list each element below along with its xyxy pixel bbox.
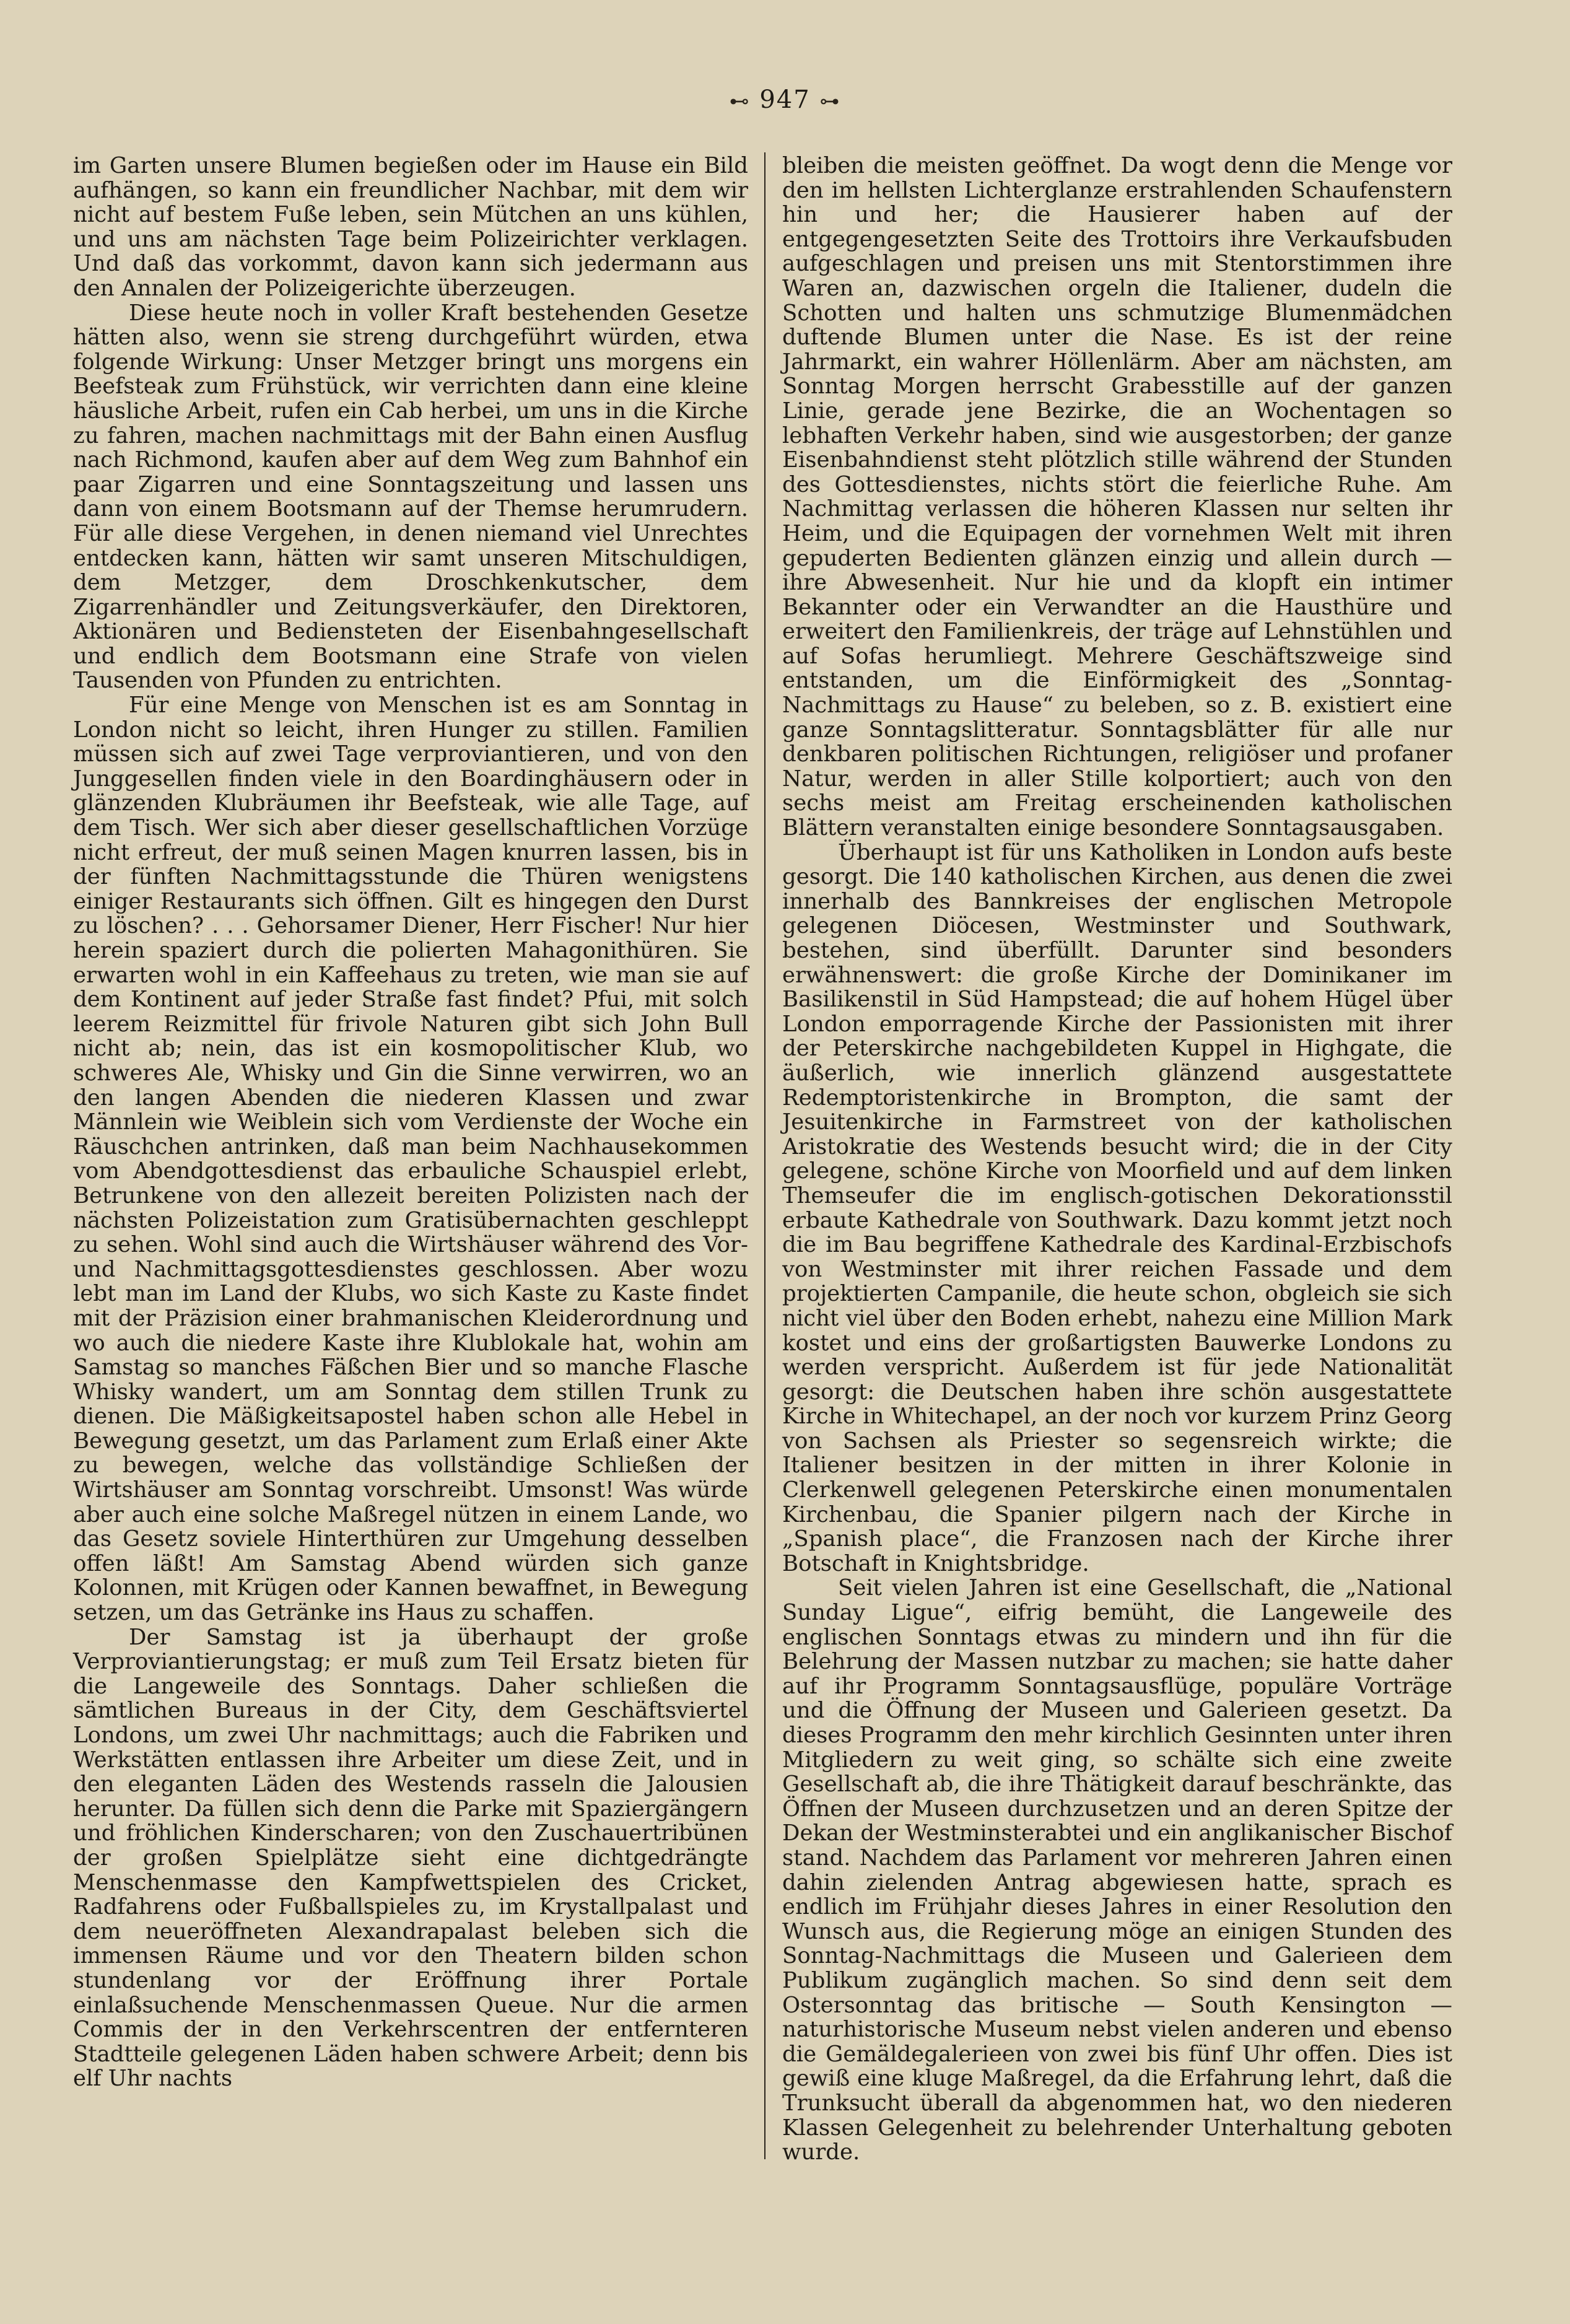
paragraph: im Garten unsere Blumen begießen oder im Hause ein Bild aufhängen, so kann ein freundlicher Nachbar, mit dem wir nicht auf bestem Fuße leben, sein Mütchen an uns kühlen, und uns am nächsten Tage beim Polizeirichter verklagen. Und daß das vorkommt, davon kann sich jedermann aus den Annalen der Polizeigerichte überzeugen. [73,153,748,301]
left-column [73,154,748,2091]
left-ornament: ⊷ [729,89,751,113]
column-divider [764,152,765,2159]
paragraph: Überhaupt ist für uns Katholiken in London aufs beste gesorgt. Die 140 katholischen Kirchen, aus denen die zwei innerhalb des Bannkreises der englischen Metropole gelegenen Diöcesen, Westminster und Southwark, bestehen, sind überfüllt. Darunter sind besonders erwähnenswert: die große Kirche der Dominikaner im Basilikenstil in Süd Hampstead; die auf hohem Hügel über London emporragende Kirche der Passionisten mit ihrer der Peterskirche nachgebildeten Kuppel in Highgate, die äußerlich, wie innerlich glänzend ausgestattete Redemptoristenkirche in Brompton, die samt der Jesuitenkirche in Farmstreet von der katholischen Aristokratie des Westends besucht wird; die in der City gelegene, schöne Kirche von Moorfield und auf dem linken Themseufer die im englisch-gotischen Dekorationsstil erbaute Kathedrale von Southwark. Dazu kommt jetzt noch die im Bau begriffene Kathedrale des Kardinal-Erzbischofs von Westminster mit ihrer reichen Fassade und dem projektierten Campanile, die heute schon, obgleich sie sich nicht viel über den Boden erhebt, nahezu eine Million Mark kostet und eins der großartigsten Bauwerke Londons zu werden verspricht. Außerdem ist für jede Nationalität gesorgt: die Deutschen haben ihre schön ausgestattete Kirche in Whitechapel, an der noch vor kurzem Prinz Georg von Sachsen als Priester so segensreich wirkte; die Italiener besitzen in der mitten in ihrer Kolonie in Clerkenwell gelegenen Peterskirche einen monumentalen Kirchenbau, die Spanier pilgern nach der Kirche in „Spanish place“, die Franzosen nach der Kirche ihrer Botschaft in Knightsbridge. [782,839,1452,1576]
paragraph: Für eine Menge von Menschen ist es am Sonntag in London nicht so leicht, ihren Hunger zu stillen. Familien müssen sich auf zwei Tage verproviantieren, und von den Junggesellen finden viele in den Boardinghäusern oder in glänzenden Klubräumen ihr Beefsteak, wie alle Tage, auf dem Tisch. Wer sich aber dieser gesellschaftlichen Vorzüge nicht erfreut, der muß seinen Magen knurren lassen, bis in der fünften Nachmittagsstunde die Thüren wenigstens einiger Restaurants sich öffnen. Gilt es hingegen den Durst zu löschen? . . . Gehorsamer Diener, Herr Fischer! Nur hier herein spaziert durch die polierten Mahagonithüren. Sie erwarten wohl in ein Kaffeehaus zu treten, wie man sie auf dem Kontinent auf jeder Straße fast findet? Pfui, mit solch leerem Reizmittel für frivole Naturen gibt sich John Bull nicht ab; nein, das ist ein kosmopolitischer Klub, wo schweres Ale, Whisky und Gin die Sinne verwirren, wo an den langen Abenden die niederen Klassen und zwar Männlein wie Weiblein sich vom Verdienste der Woche ein Räuschchen antrinken, daß man beim Nachhausekommen vom Abendgottesdienst das erbauliche Schauspiel erlebt, Betrunkene von den allezeit bereiten Polizisten nach der nächsten Polizeistation zum Gratisübernachten geschleppt zu sehen. Wohl sind auch die Wirtshäuser während des Vor- und Nachmittagsgottesdienstes geschlossen. Aber wozu lebt man im Land der Klubs, wo sich Kaste zu Kaste findet mit der Präzision einer brahmanischen Kleiderordnung und wo auch die niedere Kaste ihre Klublokale hat, wohin am Samstag so manches Fäßchen Bier und so manche Flasche Whisky wandert, um am Sonntag dem stillen Trunk zu dienen. Die Mäßigkeitsapostel haben schon alle Hebel in Bewegung gesetzt, um das Parlament zum Erlaß einer Akte zu bewegen, welche das vollständige Schließen der Wirtshäuser am Sonntag vorschreibt. Umsonst! Was würde aber auch eine solche Maßregel nützen in einem Lande, wo das Gesetz soviele Hinterthüren zur Umgehung desselben offen läßt! Am Samstag Abend würden sich ganze Kolonnen, mit Krügen oder Kannen bewaffnet, in Bewegung setzen, um das Getränke ins Haus zu schaffen. [73,692,748,1626]
paragraph: Seit vielen Jahren ist eine Gesellschaft, die „National Sunday Ligue“, eifrig bemüht, die Langeweile des englischen Sonntags etwas zu mindern und ihn für die Belehrung der Massen nutzbar zu machen; sie hatte daher auf ihr Programm Sonntagsausflüge, populäre Vorträge und die Öffnung der Museen und Galerieen gesetzt. Da dieses Programm den mehr kirchlich Gesinnten unter ihren Mitgliedern zu weit ging, so schälte sich eine zweite Gesellschaft ab, die ihre Thätigkeit darauf beschränkte, das Öffnen der Museen durchzusetzen und an deren Spitze der Dekan der Westminsterabtei und ein anglikanischer Bischof stand. Nachdem das Parlament vor mehreren Jahren einen dahin zielenden Antrag abgewiesen hatte, sprach es endlich im Frühjahr dieses Jahres in einer Resolution den Wunsch aus, die Regierung möge an einigen Stunden des Sonntag-Nachmittags die Museen und Galerieen dem Publikum zugänglich machen. So sind denn seit dem Ostersonntag das britische — South Kensington — naturhistorische Museum nebst vielen anderen und ebenso die Gemäldegalerieen von zwei bis fünf Uhr offen. Dies ist gewiß eine kluge Maßregel, da die Erfahrung lehrt, daß die Trunksucht überall da abgenommen hat, wo den niederen Klassen Gelegenheit zu belehrender Unterhaltung geboten wurde. [782,1575,1452,2165]
right-column [782,154,1452,2165]
page-header [0,85,1570,114]
paragraph: bleiben die meisten geöffnet. Da wogt denn die Menge vor den im hellsten Lichterglanze erstrahlenden Schaufenstern hin und her; die Hausierer haben auf der entgegengesetzten Seite des Trottoirs ihre Verkaufsbuden aufgeschlagen und preisen uns mit Stentorstimmen ihre Waren an, dazwischen orgeln die Italiener, dudeln die Schotten und halten uns schmutzige Blumenmädchen duftende Blumen unter die Nase. Es ist der reine Jahrmarkt, ein wahrer Höllenlärm. Aber am nächsten, am Sonntag Morgen herrscht Grabesstille auf der ganzen Linie, gerade jene Bezirke, die an Wochentagen so lebhaften Verkehr haben, sind wie ausgestorben; der ganze Eisenbahndienst steht plötzlich stille während der Stunden des Gottesdienstes, nichts stört die feierliche Ruhe. Am Nachmittag verlassen die höheren Klassen nur selten ihr Heim, und die Equipagen der vornehmen Welt mit ihren gepuderten Bedienten glänzen einzig und allein durch — ihre Abwesenheit. Nur hie und da klopft ein intimer Bekannter oder ein Verwandter an die Hausthüre und erweitert den Familienkreis, der träge auf Lehnstühlen und auf Sofas herumliegt. Mehrere Geschäftszweige sind entstanden, um die Einförmigkeit des „Sonntag-Nachmittags zu Hause“ zu beleben, so z. B. existiert eine ganze Sonntagslitteratur. Sonntagsblätter für alle nur denkbaren politischen Richtungen, religiöser und profaner Natur, werden in aller Stille kolportiert; auch von den sechs meist am Freitag erscheinenden katholischen Blättern veranstalten einige besondere Sonntagsausgaben. [782,153,1452,841]
right-ornament: ⊶ [819,89,841,113]
page-number: 947 [759,85,811,114]
paragraph: Der Samstag ist ja überhaupt der große Verproviantierungstag; er muß zum Teil Ersatz bieten für die Langeweile des Sonntags. Daher schließen die sämtlichen Bureaus in der City, dem Geschäftsviertel Londons, um zwei Uhr nachmittags; auch die Fabriken und Werkstätten entlassen ihre Arbeiter um diese Zeit, und in den eleganten Läden des Westends rasseln die Jalousien herunter. Da füllen sich denn die Parke mit Spaziergängern und fröhlichen Kinderscharen; von den Zuschauertribünen der großen Spielplätze sieht eine dichtgedrängte Menschenmasse den Kampfwettspielen des Cricket, Radfahrens oder Fußballspieles zu, im Krystallpalast und dem neueröffneten Alexandrapalast beleben sich die immensen Räume und vor den Theatern bilden schon stundenlang vor der Eröffnung ihrer Portale einlaßsuchende Menschenmassen Queue. Nur die armen Commis der in den Verkehrscentren der entfernteren Stadtteile gelegenen Läden haben schwere Arbeit; denn bis elf Uhr nachts [73,1624,748,2092]
paragraph: Diese heute noch in voller Kraft bestehenden Gesetze hätten also, wenn sie streng durchgeführt würden, etwa folgende Wirkung: Unser Metzger bringt uns morgens ein Beefsteak zum Frühstück, wir verrichten dann eine kleine häusliche Arbeit, rufen ein Cab herbei, um uns in die Kirche zu fahren, machen nachmittags mit der Bahn einen Ausflug nach Richmond, kaufen aber auf dem Weg zum Bahnhof ein paar Zigarren und eine Sonntagszeitung und lassen uns dann von einem Bootsmann auf der Themse herumrudern. Für alle diese Vergehen, in denen niemand viel Unrechtes entdecken kann, hätten wir samt unseren Mitschuldigen, dem Metzger, dem Droschkenkutscher, dem Zigarrenhändler und Zeitungsverkäufer, den Direktoren, Aktionären und Bediensteten der Eisenbahngesellschaft und endlich dem Bootsmann eine Strafe von vielen Tausenden von Pfunden zu entrichten. [73,300,748,694]
